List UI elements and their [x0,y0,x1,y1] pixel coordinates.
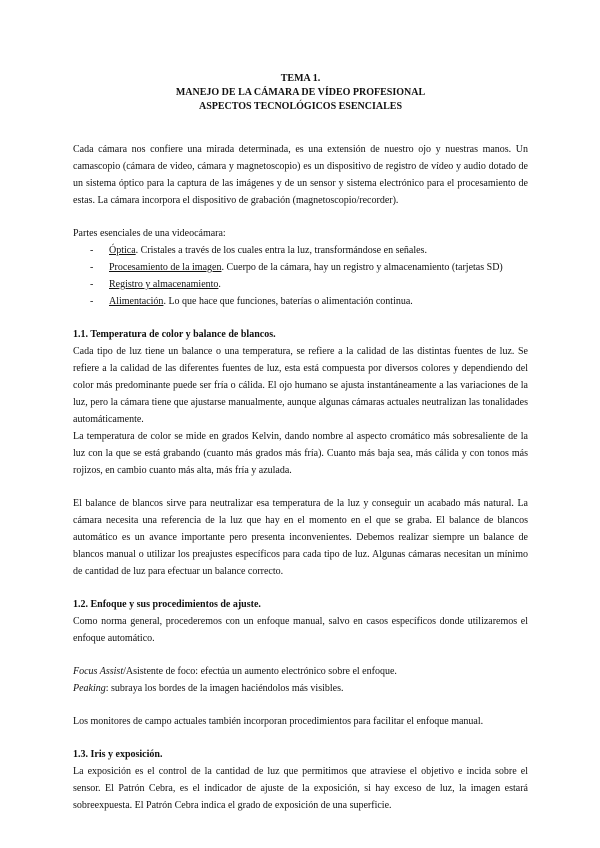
focus-assist-desc: /Asistente de foco: efectúa un aumento electrónico sobre el enfoque. [123,666,397,677]
section1-paragraph-3: El balance de blancos sirve para neutralizar esa temperatura de la luz y conseguir un acabado más natural. La cámara necesita una referencia de la luz que hay en el momento en el que se graba. El balance de blancos automático es un avance importante pero presenta inconvenientes. Debemos realizar siempre un balance de blancos manual o utilizar los preajustes específicos para cada tipo de luz. Algunas cámaras necesitan un mínimo de cantidad de luz para efectuar un balance correcto. [73,498,528,577]
list-item [73,276,528,293]
section3-paragraph-1: La exposición es el control de la cantidad de luz que permitimos que atraviese el objetivo e incida sobre el sensor. El Patrón Cebra, es el indicador de ajuste de la exposición, si hay exceso de luz, la imagen estará sobreexpuesta. El Patrón Cebra indica el grado de exposición de una superficie. [73,766,528,811]
section1-paragraph-1: Cada tipo de luz tiene un balance o una temperatura, se refiere a la calidad de las distintas fuentes de luz. Se refiere a la calidad de las diferentes fuentes de luz, esta está compuesta por diversos colores y dependiendo del color más predominante puede ser fría o cálida. El ojo humano se ajusta instantáneamente a las variaciones de la luz, pero la cámara tiene que ajustarse manualmente, aunque algunas cámaras actuales neutralizan las tonalidades automáticamente. [73,346,528,425]
peaking-desc: : subraya los bordes de la imagen haciéndolos más visibles. [105,683,344,694]
dash-bullet-icon: - [90,279,94,290]
section-heading: 1.3. Iris y exposición. [73,749,163,760]
section-heading: 1.2. Enfoque y sus procedimientos de ajuste. [73,599,261,610]
title-line-3: ASPECTOS TECNOLÓGICOS ESENCIALES [198,101,403,112]
part-desc: . Cristales a través de los cuales entra la luz, transformándose en señales. [135,245,427,256]
part-term: Alimentación [109,296,164,307]
dash-bullet-icon: - [90,296,94,307]
parts-list [73,242,528,310]
title-line-1: TEMA 1. [280,73,321,84]
list-item [73,293,528,310]
document-title [73,72,528,114]
list-item [73,259,528,276]
list-item [73,242,528,259]
title-line-2: MANEJO DE LA CÁMARA DE VÍDEO PROFESIONAL [175,87,426,98]
section1-paragraph-2: La temperatura de color se mide en grados Kelvin, dando nombre al aspecto cromático más sobresaliente de la luz con la que se está grabando (cuanto más grados más fría). Cuanto más baja sea, más cálida y con tonos más rojizos, en cambio cuanto más alta, más fría y azulada. [73,431,528,476]
section2-paragraph-1: Como norma general, procederemos con un enfoque manual, salvo en casos específicos donde utilizaremos el enfoque automático. [73,616,528,644]
part-desc: . Lo que hace que funciones, baterías o alimentación continua. [163,296,413,307]
part-desc: . Cuerpo de la cámara, hay un registro y almacenamiento (tarjetas SD) [221,262,503,273]
focus-assist-term: Focus Assist [73,666,124,677]
focus-assist-line [73,663,528,680]
part-term: Óptica [109,245,136,256]
document-page [73,72,528,830]
peaking-term: Peaking [73,683,106,694]
section-heading: 1.1. Temperatura de color y balance de blancos. [73,329,276,340]
part-term: Procesamiento de la imagen [109,262,222,273]
dash-bullet-icon: - [90,262,94,273]
peaking-line [73,680,528,697]
parts-intro: Partes esenciales de una videocámara: [73,228,226,239]
intro-paragraph: Cada cámara nos confiere una mirada determinada, es una extensión de nuestro ojo y nuestras manos. Un camascopio (cámara de video, cámara y magnetoscopio) es un dispositivo de registro de vídeo y audio dotado de un sistema óptico para la captura de las imágenes y de un sensor y sistema electrónico para el procesamiento de estas. La cámara incorpora el dispositivo de grabación (magnetoscopio/recorder). [73,144,528,206]
part-desc: . [218,279,221,290]
section2-paragraph-3: Los monitores de campo actuales también incorporan procedimientos para facilitar el enfoque manual. [73,716,484,727]
dash-bullet-icon: - [90,245,94,256]
part-term: Registro y almacenamiento [109,279,219,290]
